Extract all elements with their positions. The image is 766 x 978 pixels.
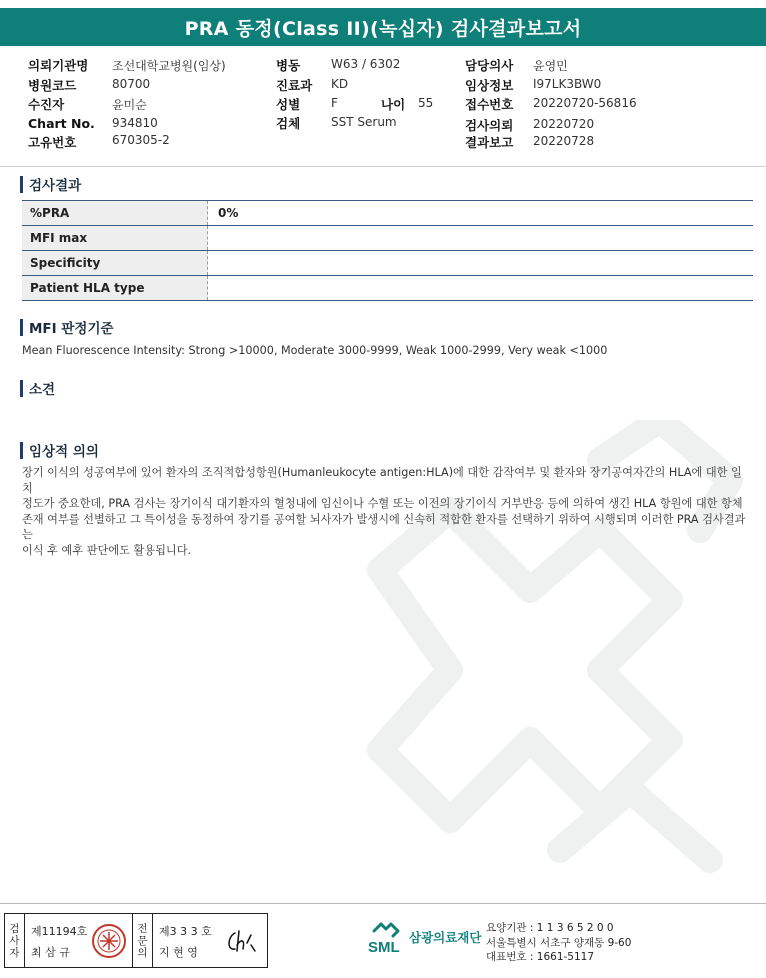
- section-clinical-title: 임상적 의의: [20, 440, 99, 460]
- section-bar: [20, 380, 23, 397]
- receipt-label: 접수번호: [465, 97, 514, 112]
- org-address: [486, 921, 631, 965]
- row-value-mfi-max: [208, 226, 753, 250]
- patient-value: 윤미순: [112, 98, 147, 112]
- handwritten-signature-icon: [221, 921, 261, 961]
- row-label-hla-type: Patient HLA type: [22, 276, 208, 300]
- clinical-significance-text: [22, 465, 750, 558]
- text-line: 정도가 중요한데, PRA 검사는 장기이식 대기환자의 혈청내에 임신이나 수혈 또는 이전의 장기이식 거부반응 등에 의하여 생긴 HLA 항원에 대한 항체: [22, 497, 743, 510]
- row-label-pra: %PRA: [22, 201, 208, 225]
- doctor-value: 윤영민: [533, 59, 568, 73]
- report-value: 20220728: [533, 134, 595, 148]
- specimen-value: SST Serum: [331, 115, 397, 129]
- examiner-info: [25, 914, 88, 967]
- id-value: 670305-2: [112, 133, 170, 147]
- patient-info-block: [0, 52, 766, 152]
- text-line: 장기 이식의 성공여부에 있어 환자의 조직적합성항원(Humanleukocyte antigen:HLA)에 대한 감작여부 및 환자와 장기공여자간의 HLA에 대한 일치: [22, 466, 742, 495]
- hospital-code-label: 병원코드: [28, 78, 77, 93]
- ward-label: 병동: [276, 58, 301, 73]
- chart-value: 934810: [112, 116, 158, 130]
- examiner-name: 최 삼 규: [31, 946, 70, 959]
- info-divider: [0, 166, 766, 167]
- phone-number: 대표번호 : 1661-5117: [486, 951, 595, 963]
- row-label-specificity: Specificity: [22, 251, 208, 275]
- section-mfi-title: MFI 판정기준: [20, 317, 114, 337]
- clinical-label: 임상정보: [465, 78, 514, 93]
- hospital-label: 의뢰기관명: [28, 58, 89, 73]
- request-value: 20220720: [533, 117, 595, 131]
- text-line: 이식 후 예후 판단에도 활용됩니다.: [22, 543, 192, 557]
- clinical-value: I97LK3BW0: [533, 77, 602, 91]
- report-title: PRA 동정(Class II)(녹십자) 검사결과보고서: [0, 8, 766, 46]
- table-row: [22, 251, 753, 276]
- patient-label: 수진자: [28, 97, 65, 112]
- mfi-criteria-text: Mean Fluorescence Intensity: Strong >10000, Moderate 3000-9999, Weak 1000-2999, Very weak <1000: [22, 344, 608, 357]
- verifier-info: [153, 914, 215, 967]
- section-bar: [20, 442, 23, 459]
- ward-value: W63 / 6302: [331, 57, 401, 71]
- chart-label: Chart No.: [28, 116, 95, 131]
- institution-code: 요양기관 : 1 1 3 6 5 2 0 0: [486, 922, 614, 934]
- seal-stamp-icon: [91, 923, 127, 959]
- sex-value: F: [331, 96, 338, 110]
- report-label: 결과보고: [465, 135, 514, 150]
- row-value-hla-type: [208, 276, 753, 300]
- id-label: 고유번호: [28, 135, 77, 150]
- results-table: [22, 200, 753, 301]
- table-row: [22, 201, 753, 226]
- signature-box: [4, 913, 268, 968]
- sml-cross-logo-icon: [367, 919, 405, 955]
- text-line: 존재 여부를 선별하고 그 특이성을 동정하여 장기를 공여할 뇌사자가 발생시에 신속히 적합한 환자를 선택하기 위하여 시행되며 이러한 PRA 검사결과는: [22, 512, 746, 541]
- address-line: 서울특별시 서초구 양재동 9-60: [486, 936, 632, 949]
- verifier-name: 지 현 영: [159, 946, 198, 959]
- section-bar: [20, 176, 23, 193]
- footer-divider: [0, 903, 766, 904]
- table-row: [22, 226, 753, 251]
- signature-cell: [215, 914, 267, 967]
- verifier-label: 전 문 의: [133, 914, 153, 967]
- age-label: 나이: [381, 97, 406, 112]
- stamp-cell: [85, 914, 133, 967]
- receipt-value: 20220720-56816: [533, 96, 637, 110]
- doctor-label: 담당의사: [465, 58, 514, 73]
- verifier-number: 제3 3 3 호: [159, 925, 212, 938]
- examiner-number: 제11194호: [31, 925, 88, 938]
- section-bar: [20, 319, 23, 336]
- org-name: 삼광의료재단: [409, 930, 482, 945]
- dept-label: 진료과: [276, 78, 313, 93]
- table-row: [22, 276, 753, 301]
- row-label-mfi-max: MFI max: [22, 226, 208, 250]
- dept-value: KD: [331, 77, 349, 91]
- age-value: 55: [418, 96, 434, 110]
- sex-label: 성별: [276, 97, 301, 112]
- section-opinion-title: 소견: [20, 378, 55, 398]
- logo-mark-text: SML: [368, 939, 400, 955]
- hospital-code-value: 80700: [112, 77, 151, 91]
- section-results-title: 검사결과: [20, 174, 81, 194]
- specimen-label: 검체: [276, 116, 301, 131]
- row-value-specificity: [208, 251, 753, 275]
- hospital-value: 조선대학교병원(임상): [112, 59, 226, 73]
- examiner-label: 검 사 자: [5, 914, 25, 967]
- row-value-pra: 0%: [218, 206, 239, 220]
- request-label: 검사의뢰: [465, 118, 514, 133]
- sml-logo: [367, 919, 481, 955]
